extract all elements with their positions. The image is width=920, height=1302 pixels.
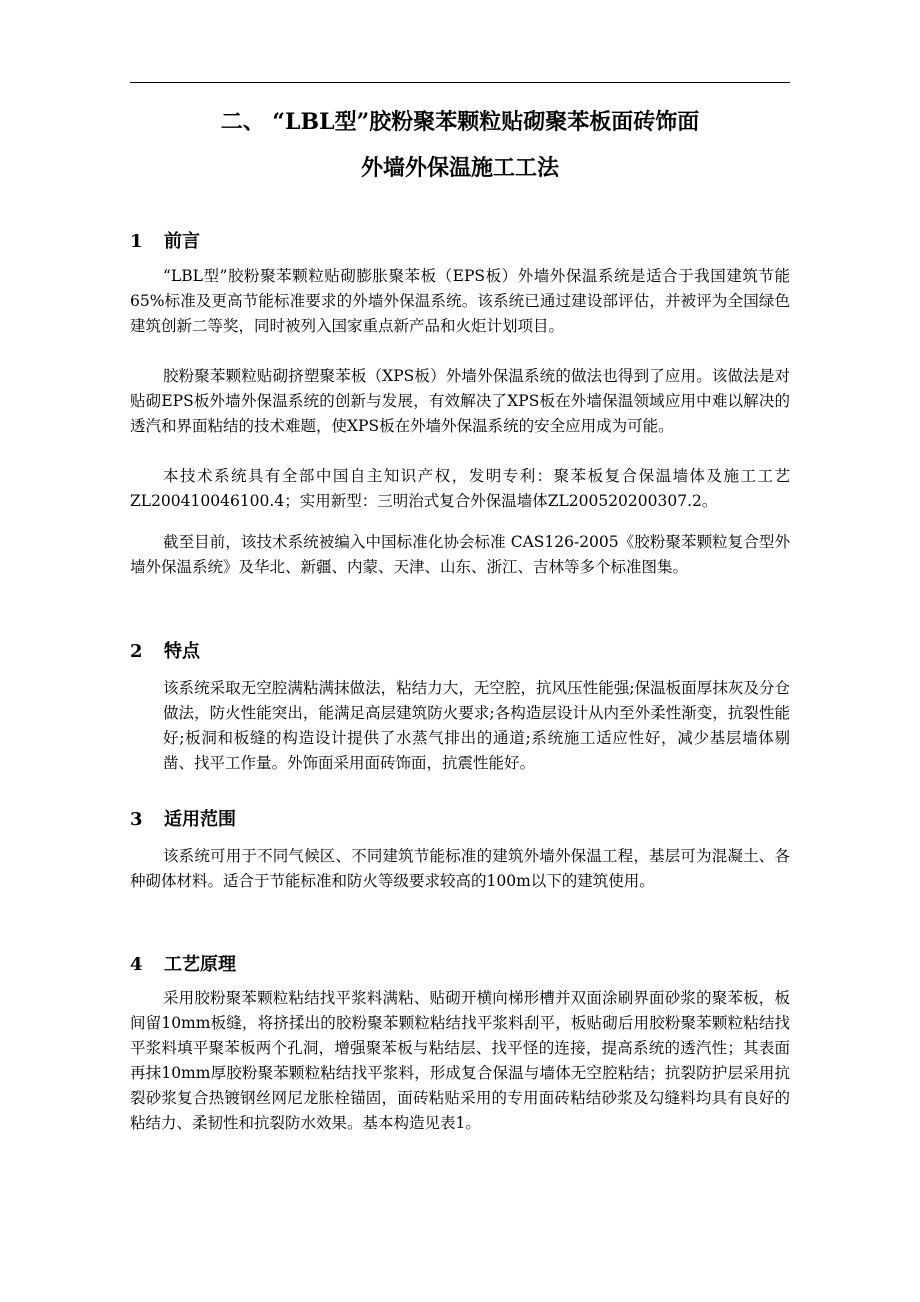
paragraph: 采用胶粉聚苯颗粒粘结找平浆料满粘、贴砌开横向梯形槽并双面涂刷界面砂浆的聚苯板，板间留10mm板缝，将挤揉出的胶粉聚苯颗粒粘结找平浆料刮平，板贴砌后用胶粉聚苯颗粒粘结找平浆料填平聚苯板两个孔洞，增强聚苯板与粘结层、找平怪的连接，提高系统的透汽性；其表面再抹10mm厚胶粉聚苯颗粒粘结找平浆料，形成复合保温与墙体无空腔粘结；抗裂防护层采用抗裂砂浆复合热镀钢丝网尼龙胀栓锚固，面砖粘贴采用的专用面砖粘结砂浆及勾缝料均具有良好的粘结力、柔韧性和抗裂防水效果。基本构造见表1。 bbox=[130, 989, 790, 1132]
section-title: 工艺原理 bbox=[164, 954, 236, 975]
document-title-line-2: 外墙外保温施工工法 bbox=[360, 155, 559, 181]
section-title: 特点 bbox=[164, 641, 200, 662]
header-rule bbox=[130, 82, 790, 83]
section-number: 3 bbox=[130, 809, 143, 830]
document-title-line-1: 二、 “LBL型”胶粉聚苯颗粒贴砌聚苯板面砖饰面 bbox=[220, 109, 700, 135]
paragraph: 胶粉聚苯颗粒贴砌挤塑聚苯板（XPS板）外墙外保温系统的做法也得到了应用。该做法是对贴砌EPS板外墙外保温系统的创新与发展，有效解决了XPS板在外墙保温领域应用中难以解决的透汽和界面粘结的技术难题，使XPS板在外墙外保温系统的安全应用成为可能。 bbox=[130, 367, 790, 435]
section-number: 2 bbox=[130, 641, 143, 662]
paragraph: 本技术系统具有全部中国自主知识产权，发明专利：聚苯板复合保温墙体及施工工艺ZL200410046100.4；实用新型：三明治式复合外保温墙体ZL200520200307.2。 bbox=[130, 467, 790, 510]
section-heading-scope bbox=[130, 808, 236, 832]
section-number: 4 bbox=[130, 954, 143, 975]
paragraph: 截至目前，该技术系统被编入中国标准化协会标准 CAS126-2005《胶粉聚苯颗粒复合型外墙外保温系统》及华北、新疆、内蒙、天津、山东、浙江、吉林等多个标准图集。 bbox=[130, 533, 790, 576]
section-heading-features bbox=[130, 640, 200, 664]
section-title: 适用范围 bbox=[164, 809, 236, 830]
section-number: 1 bbox=[130, 231, 143, 252]
section-heading-principle bbox=[130, 953, 236, 977]
paragraph: 该系统可用于不同气候区、不同建筑节能标准的建筑外墙外保温工程，基层可为混凝土、各种砌体材料。适合于节能标准和防火等级要求较高的100m以下的建筑使用。 bbox=[130, 847, 790, 890]
paragraph: 该系统采取无空腔满粘满抹做法，粘结力大，无空腔，抗风压性能强;保温板面厚抹灰及分仓做法，防火性能突出，能满足高层建筑防火要求;各构造层设计从内至外柔性渐变，抗裂性能好;板洞和板缝的构造设计提供了水蒸气排出的通道;系统施工适应性好，减少基层墙体剔凿、找平工作量。外饰面采用面砖饰面，抗震性能好。 bbox=[163, 679, 790, 772]
paragraph: “LBL型”胶粉聚苯颗粒贴砌膨胀聚苯板（EPS板）外墙外保温系统是适合于我国建筑节能65%标准及更高节能标准要求的外墙外保温系统。该系统已通过建设部评估，并被评为全国绿色建筑创新二等奖，同时被列入国家重点新产品和火炬计划项目。 bbox=[130, 267, 790, 335]
section-title: 前言 bbox=[164, 231, 200, 252]
section-heading-preface bbox=[130, 230, 200, 254]
